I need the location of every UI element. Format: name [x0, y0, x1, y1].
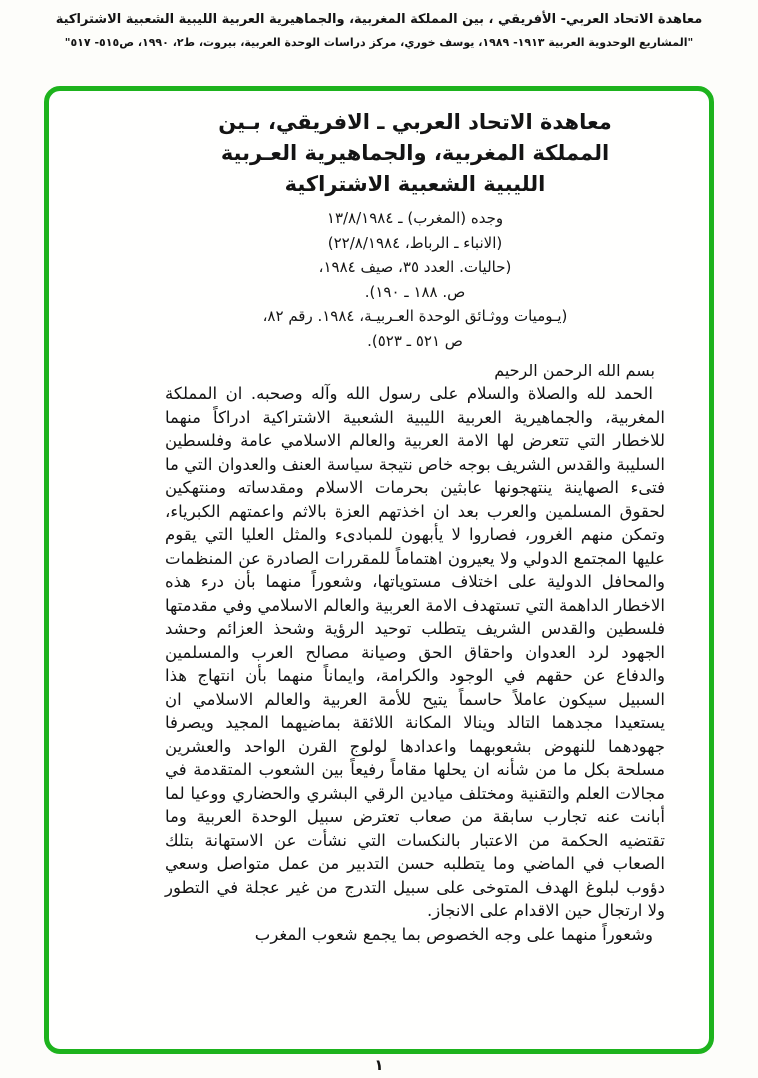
running-head-citation: "المشاريع الوحدوية العربية ١٩١٣- ١٩٨٩، يوسف خوري، مركز دراسات الوحدة العربية، بيروت، ط٢، ١٩٩٠، ص٥١٥- ٥١٧": [64, 36, 694, 49]
closing-paragraph: وشعوراً منهما على وجه الخصوص بما يجمع شعوب المغرب: [254, 924, 653, 944]
document-frame: [44, 86, 714, 1054]
document-citation-block: [165, 206, 665, 353]
citation-line: ص. ١٨٨ ـ ١٩٠).: [364, 282, 466, 301]
page-number: ١: [374, 1056, 384, 1074]
citation-line: (الانباء ـ الرباط، ٢٢/٨/١٩٨٤): [327, 233, 503, 252]
running-head-title: معاهدة الاتحاد العربي- الأفريقي ، بين المملكة المغربية، والجماهيرية العربية الليبية الشعبية الاشتراكية: [55, 12, 703, 27]
preamble-paragraph: الحمد لله والصلاة والسلام على رسول الله وآله وصحبه. ان المملكة المغربية، والجماهيرية العربية الليبية الشعبية الاشتراكية ادراكاً منهما للاخطار التي تتعرض لها الامة العربية والعالم الاسلامي عامة وفلسطين السليبة والقدس الشريف بوجه خاص نتيجة سياسة العنف والعدوان التي ما فتىء الصهاينة ينتهجونها عابثين بحرمات الاسلام ومقدساته ومنتهكين لحقوق المسلمين والعرب بعد ان اخذتهم العزة بالاثم واعمتهم الكبرياء، وتمكن منهم الغرور، فصاروا لا يأبهون للمبادىء والمثل العليا التي يقوم عليها المجتمع الدولي ولا يعيرون اهتماماً للمقررات الصادرة عن المنظمات والمحافل الدولية على اختلاف مستوياتها، وشعوراً منهما بأن درء هذه الاخطار الداهمة التي تستهدف الامة العربية والعالم الاسلامي وفي مقدمتها فلسطين والقدس الشريف يتطلب توحيد الرؤية وشحذ العزائم وحشد الجهود لرد العدوان واحقاق الحق وصيانة مصالح العرب والمسلمين والدفاع عن حقهم في الوجود والكرامة، وايماناً منهما بأن انتهاج هذا السبيل سيكون عاملاً حاسماً يتيح للأمة العربية والعالم الاسلامي ان يستعيدا مجدهما التالد وينالا المكانة اللائقة بماضيهما المجيد ويصرفا جهودهما للنهوض بشعوبهما واعدادها لولوج القرن الواحد والعشرين مسلحة بكل ما من شأنه ان يحلها مقاماً رفيعاً بين الشعوب المتقدمة في مجالات العلم والتقنية ومختلف ميادين الرقي البشري والحضاري ووعيا لما أبانت عنه تجارب سابقة من صعاب تعترض سبيل الوحدة العربية وما تقتضيه الحكمة من الاعتبار بالنكسات التي نشأت عن الاستهانة بتلك الصعاب في الماضي وما يتطلبه حسن التدبير من عمل متواصل وسعي دؤوب لبلوغ الهدف المتوخى على سبيل التدرج من غير عجلة في التطور ولا ارتجال حين الاقدام على الانجاز.: [165, 384, 665, 920]
document-title-line: معاهدة الاتحاد العربي ـ الافريقي، بـين: [218, 110, 612, 134]
citation-line: (يـوميات ووثـائق الوحدة العـربيـة، ١٩٨٤. رقم ٨٢،: [262, 307, 568, 325]
citation-line: ص ٥٢١ ـ ٥٢٣).: [367, 331, 463, 350]
document-content: [165, 107, 665, 946]
document-title: [165, 107, 665, 200]
running-head: [28, 10, 730, 51]
document-title-line: المملكة المغربية، والجماهيرية العـربية: [220, 141, 610, 165]
citation-line: وجده (المغرب) ـ ١٣/٨/١٩٨٤: [326, 209, 504, 227]
document-title-line: الليبية الشعبية الاشتراكية: [284, 172, 546, 196]
citation-line: (حاليات. العدد ٣٥، صيف ١٩٨٤،: [318, 258, 512, 276]
basmala-line: بسم الله الرحمن الرحيم: [494, 361, 655, 380]
